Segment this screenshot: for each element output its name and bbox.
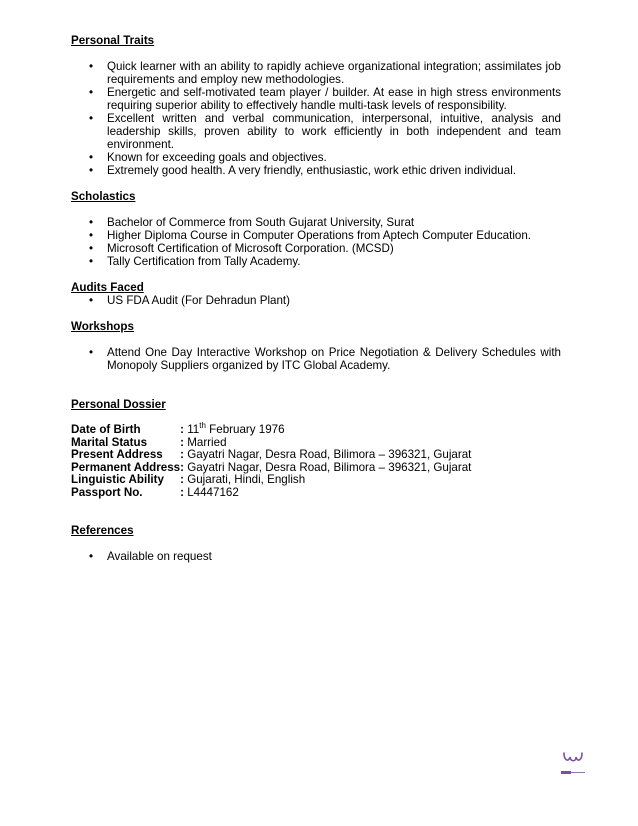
personal-traits-heading: Personal Traits (71, 34, 155, 47)
colon: : (180, 473, 184, 486)
list-item: • Microsoft Certification of Microsoft Corporation. (MCSD) (71, 242, 561, 255)
linguistic-label: Linguistic Ability (71, 473, 164, 486)
list-item: • Extremely good health. A very friendly, enthusiastic, work ethic driven individual. (71, 164, 561, 177)
dossier-heading: Personal Dossier (71, 398, 166, 411)
workshops-heading: Workshops (71, 320, 134, 333)
colon: : (180, 485, 184, 499)
passport-cell (180, 487, 471, 500)
list-item: • Available on request (71, 550, 561, 563)
permanent-address-label: Permanent Address (71, 460, 181, 474)
list-item: • Known for exceeding goals and objectives. (71, 151, 561, 164)
dossier-section (71, 398, 561, 499)
colon: : (180, 448, 184, 461)
dob-suffix: th (199, 421, 206, 431)
passport-label: Passport No. (71, 485, 143, 499)
list-item: • Tally Certification from Tally Academy. (71, 255, 561, 268)
personal-traits-list (71, 60, 561, 177)
list-item: • Attend One Day Interactive Workshop on Price Negotiation & Delivery Schedules with Monopoly Suppliers organized by ITC Global Academy. (71, 346, 561, 372)
brand-logo-icon (561, 749, 585, 775)
dob-day: 11 (187, 423, 200, 436)
permanent-address-value: Gayatri Nagar, Desra Road, Bilimora – 396321, Gujarat (187, 460, 472, 474)
passport-value: L4447162 (187, 485, 239, 499)
list-item: • US FDA Audit (For Dehradun Plant) (71, 294, 561, 307)
audits-section (71, 281, 561, 307)
workshops-list (71, 346, 561, 372)
dossier-row-linguistic (71, 474, 471, 487)
dossier-table (71, 421, 472, 499)
dob-label: Date of Birth (71, 423, 141, 436)
list-item: • Energetic and self-motivated team player / builder. At ease in high stress environments requiring superior ability to effectively handle multi-task levels of responsibility. (71, 86, 561, 112)
list-item: • Excellent written and verbal communication, interpersonal, intuitive, analysis and leadership skills, proven ability to work efficiently in both independent and team environment. (71, 112, 561, 151)
marital-value: Married (187, 435, 227, 449)
scholastics-section (71, 190, 561, 268)
dossier-row-passport (71, 487, 471, 500)
dob-rest: February 1976 (209, 423, 285, 436)
references-heading: References (71, 524, 134, 537)
marital-label: Marital Status (71, 435, 148, 449)
scholastics-heading: Scholastics (71, 190, 136, 203)
scholastics-list (71, 216, 561, 268)
colon: : (180, 423, 184, 436)
colon: : (180, 435, 184, 449)
list-item: • Bachelor of Commerce from South Gujarat University, Surat (71, 216, 561, 229)
personal-traits-section (71, 34, 561, 177)
audits-list (71, 294, 561, 307)
references-section (71, 524, 561, 563)
list-item: • Higher Diploma Course in Computer Operations from Aptech Computer Education. (71, 229, 561, 242)
present-address-label: Present Address (71, 448, 163, 461)
workshops-section (71, 320, 561, 372)
colon: : (180, 460, 184, 474)
present-address-value: Gayatri Nagar, Desra Road, Bilimora – 396321, Gujarat (187, 448, 472, 461)
resume-page (71, 34, 561, 563)
references-list (71, 550, 561, 563)
dossier-row-dob (71, 424, 471, 437)
audits-heading: Audits Faced (71, 281, 144, 294)
linguistic-value: Gujarati, Hindi, English (187, 473, 306, 486)
list-item: • Quick learner with an ability to rapidly achieve organizational integration; assimilates job requirements and employ new methodologies. (71, 60, 561, 86)
